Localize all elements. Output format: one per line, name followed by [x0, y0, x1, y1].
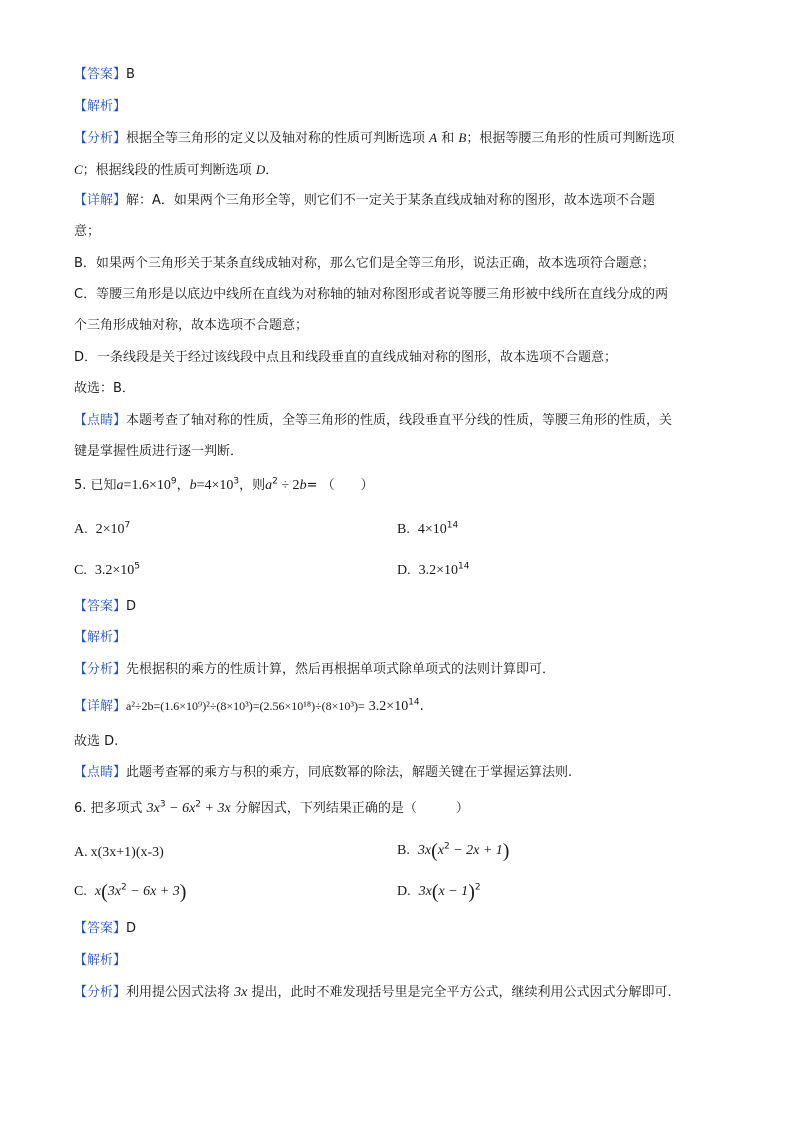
- jiexi-tag: 【解析】: [74, 630, 127, 645]
- stem-text: ，: [176, 478, 190, 493]
- detail-tag: 【详解】: [74, 699, 127, 714]
- exponent: 14: [458, 561, 470, 572]
- q6-option-b: [397, 841, 509, 861]
- analysis-text: 和: [437, 131, 459, 146]
- q4-detail-line-2: 意；: [74, 224, 101, 239]
- exponent: 7: [124, 520, 131, 531]
- option-value: 4×10: [417, 522, 447, 537]
- var-a: a: [265, 478, 273, 493]
- comment-text: 此题考查幂的乘方与积的乘方，同底数幂的除法，解题关键在于掌握运算法则.: [126, 765, 573, 780]
- analysis-text: ；根据线段的性质可判断选项: [82, 163, 256, 178]
- q6-option-d: [397, 882, 481, 902]
- value-a: =1.6×10: [123, 478, 171, 493]
- common-factor: 3x: [234, 985, 248, 1000]
- exponent: 2: [120, 882, 127, 893]
- q5-option-d: [397, 561, 469, 581]
- q4-choose-line: 故选：B．: [74, 381, 135, 396]
- exponent: 2: [195, 799, 202, 810]
- divide-2: ÷ 2: [277, 478, 300, 493]
- analysis-text: ．: [265, 163, 279, 178]
- analysis-tag: 【分析】: [74, 131, 127, 146]
- analysis-tag: 【分析】: [74, 985, 127, 1000]
- q6-answer-line: [74, 920, 136, 938]
- exponent: 5: [134, 561, 140, 572]
- q4-detail-line-4: C．等腰三角形是以底边中线所在直线为对称轴的轴对称图形或者说等腰三角形被中线所在直线分成的两: [74, 287, 669, 302]
- option-term: − 2x + 1: [449, 843, 503, 858]
- q5-detail-line: [74, 697, 424, 716]
- var-a: a: [116, 478, 124, 493]
- right-paren: ): [179, 881, 187, 903]
- detail-result: 3.2×10: [368, 699, 409, 714]
- option-c-ref: C: [74, 162, 83, 177]
- stem-text: 5. 已知: [74, 478, 117, 493]
- q5-comment-line: [74, 764, 572, 782]
- analysis-text: 利用提公因式法将: [126, 985, 235, 1000]
- option-factor: 3x: [417, 843, 432, 858]
- q4-detail-line-1: [74, 192, 655, 210]
- q4-comment-line-2: 键是掌握性质进行逐一判断．: [74, 444, 244, 459]
- option-term: − 6x + 3: [126, 884, 180, 899]
- option-letter: A.: [74, 522, 88, 537]
- option-value: x(3x+1)(x-3): [90, 845, 164, 860]
- q5-jiexi-line: [74, 629, 126, 647]
- jiexi-tag: 【解析】: [74, 99, 127, 114]
- option-value: 3.2×10: [94, 563, 135, 578]
- option-term: 3x: [107, 884, 121, 899]
- answer-value: B: [126, 67, 135, 82]
- stem-text: 分解因式，下列结果正确的是（ ）: [230, 801, 469, 816]
- left-paren: (: [101, 881, 108, 903]
- left-paren: (: [431, 881, 439, 903]
- option-term: x − 1: [438, 884, 469, 899]
- q5-analysis-line: [74, 661, 555, 679]
- left-paren: (: [431, 840, 438, 862]
- q4-answer-line: [74, 66, 135, 84]
- analysis-text: ；根据等腰三角形的性质可判断选项: [466, 131, 675, 146]
- q5-option-a: [74, 520, 130, 540]
- option-letter: C.: [74, 563, 87, 578]
- exponent: 2: [474, 882, 481, 893]
- comment-text: 本题考查了轴对称的性质，全等三角形的性质，线段垂直平分线的性质，等腰三角形的性质，关: [126, 413, 673, 428]
- exponent: 3: [159, 799, 166, 810]
- q6-jiexi-line: [74, 952, 126, 970]
- stem-text: 6. 把多项式: [74, 801, 147, 816]
- q4-jiexi-line: [74, 98, 126, 116]
- exponent: 9: [170, 476, 177, 487]
- option-letter: C.: [74, 884, 87, 899]
- term: − 6x: [165, 801, 196, 816]
- detail-tag: 【详解】: [74, 193, 127, 208]
- q5-stem: [74, 477, 374, 495]
- answer-tag: 【答案】: [74, 599, 127, 614]
- analysis-text: 根据全等三角形的定义以及轴对称的性质可判断选项: [126, 131, 430, 146]
- answer-value: D: [126, 599, 137, 614]
- analysis-tag: 【分析】: [74, 662, 127, 677]
- q5-option-c: [74, 561, 140, 581]
- q6-option-c: [74, 882, 186, 902]
- q5-choose-line: 故选 D.: [74, 734, 119, 749]
- detail-text: .: [419, 699, 424, 714]
- answer-tag: 【答案】: [74, 921, 127, 936]
- comment-tag: 【点睛】: [74, 765, 127, 780]
- q5-option-b: [397, 520, 458, 540]
- term: + 3x: [201, 801, 231, 816]
- detail-text: 解：A．如果两个三角形全等，则它们不一定关于某条直线成轴对称的图形，故本选项不合题: [126, 193, 655, 208]
- right-paren: ): [468, 881, 475, 903]
- term: 3x: [146, 801, 160, 816]
- option-factor: 3x: [418, 884, 432, 899]
- exponent: 14: [446, 520, 459, 531]
- option-letter: A.: [74, 845, 88, 860]
- option-value: 3.2×10: [418, 563, 459, 578]
- q4-detail-line-6: D．一条线段是关于经过该线段中点且和线段垂直的直线成轴对称的图形，故本选项不合题意；: [74, 350, 618, 365]
- q4-detail-line-3: B．如果两个三角形关于某条直线成轴对称，那么它们是全等三角形，说法正确，故本选项符合题意；: [74, 256, 655, 271]
- option-letter: D.: [397, 563, 411, 578]
- stem-text: ，则: [239, 478, 266, 493]
- detail-math: a²÷2b=(1.6×10⁹)²÷(8×10³)=(2.56×10¹⁸)÷(8×10³)=: [126, 699, 365, 713]
- exponent: 3: [233, 476, 240, 487]
- option-term: x: [437, 843, 444, 858]
- option-d-ref: D: [255, 162, 266, 177]
- q4-analysis-line-2: [74, 161, 278, 180]
- exponent: 14: [408, 697, 420, 708]
- q4-detail-line-5: 个三角形成轴对称，故本选项不合题意；: [74, 318, 309, 333]
- jiexi-tag: 【解析】: [74, 953, 127, 968]
- option-letter: D.: [397, 884, 411, 899]
- comment-tag: 【点睛】: [74, 413, 127, 428]
- var-b: b: [299, 478, 307, 493]
- answer-value: D: [126, 921, 137, 936]
- analysis-text: 先根据积的乘方的性质计算，然后再根据单项式除单项式的法则计算即可．: [126, 662, 556, 677]
- analysis-text: 提出，此时不难发现括号里是完全平方公式，继续利用公式因式分解即可.: [247, 985, 672, 1000]
- option-a-ref: A: [429, 130, 438, 145]
- answer-tag: 【答案】: [74, 67, 127, 82]
- option-letter: B.: [397, 522, 410, 537]
- q4-analysis-line-1: [74, 129, 674, 148]
- exponent: 2: [443, 841, 450, 852]
- q5-answer-line: [74, 598, 136, 616]
- option-factor: x: [94, 884, 102, 899]
- q6-analysis-line: [74, 984, 672, 1002]
- q6-stem: [74, 800, 469, 818]
- var-b: b: [189, 478, 197, 493]
- q6-option-a: [74, 843, 164, 863]
- option-b-ref: B: [458, 130, 467, 145]
- exponent: 2: [272, 476, 278, 487]
- value-b: =4×10: [196, 478, 234, 493]
- stem-text: = （ ）: [306, 478, 374, 493]
- option-letter: B.: [397, 843, 410, 858]
- option-value: 2×10: [95, 522, 125, 537]
- q4-comment-line-1: [74, 412, 672, 430]
- right-paren: ): [502, 840, 510, 862]
